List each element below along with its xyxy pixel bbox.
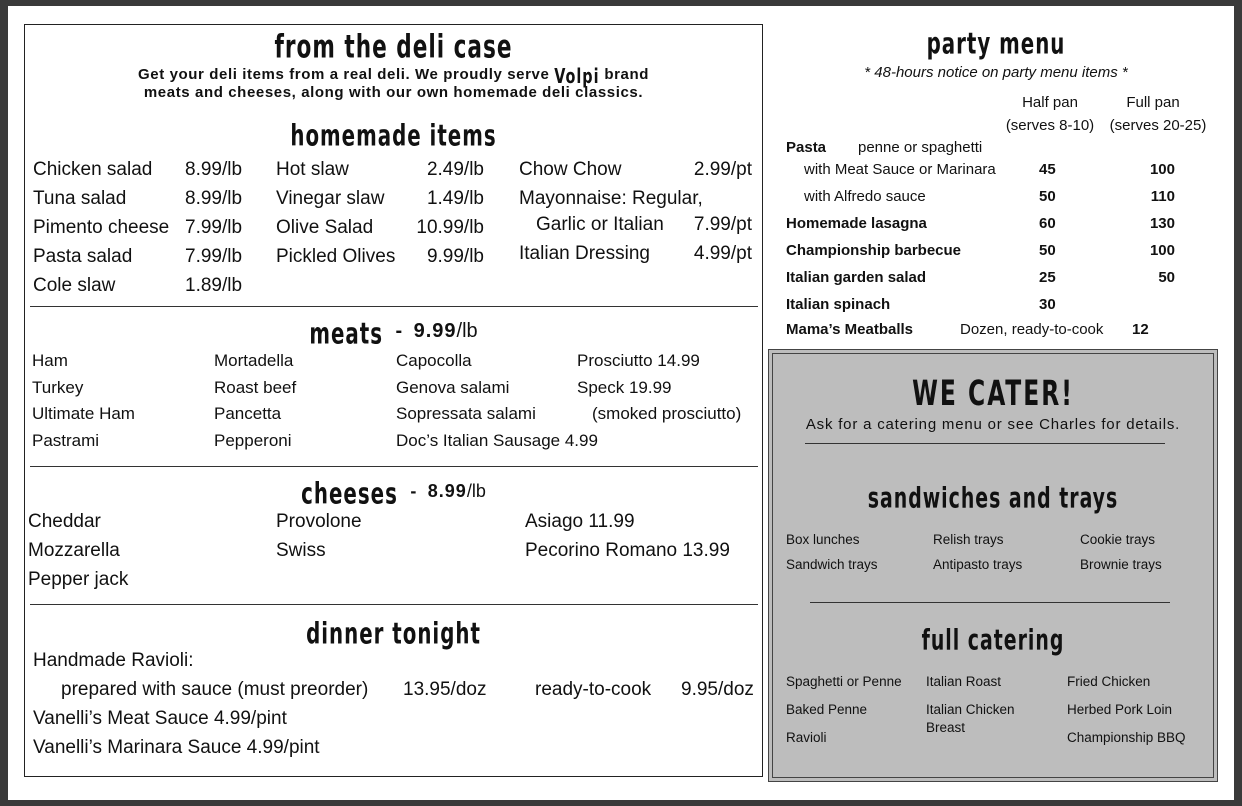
marinara-sauce: Vanelli’s Marinara Sauce 4.99/pint (33, 737, 320, 758)
party-item-half-price: 60 (1039, 215, 1056, 232)
cheese-item: Provolone (276, 511, 362, 532)
catering-item: Baked Penne (786, 702, 868, 717)
homemade-item-name: Vinegar slaw (276, 188, 385, 209)
meat-item: Ham (32, 351, 68, 370)
party-item-full-price: 100 (1149, 161, 1175, 178)
tray-item: Cookie trays (1080, 532, 1156, 547)
party-item-full-price: 110 (1150, 188, 1175, 205)
party-item-half-price: 50 (1039, 188, 1056, 205)
meat-item: Capocolla (396, 351, 472, 370)
cheese-item: Pecorino Romano 13.99 (525, 540, 730, 561)
meat-item: Turkey (32, 377, 84, 397)
cheeses-unit: /lb (466, 481, 486, 501)
party-item-label: Italian garden salad (786, 269, 927, 286)
homemade-item-price: 1.89/lb (185, 275, 243, 296)
tray-item: Antipasto trays (933, 557, 1023, 572)
deli-intro-line2: meats and cheeses, along with our own homemade deli classics. (143, 84, 644, 101)
party-item-half-price: 30 (1039, 296, 1056, 313)
half-pan-head: Half pan (1022, 94, 1078, 111)
meat-item: Doc’s Italian Sausage 4.99 (396, 430, 598, 450)
tray-item: Brownie trays (1080, 557, 1162, 572)
menu-page (8, 6, 1234, 800)
cheeses-title: cheeses (301, 478, 398, 512)
homemade-item-name: Hot slaw (276, 159, 349, 180)
deli-title: from the deli case (274, 28, 513, 66)
deli-intro-line1: Get your deli items from a real deli. We proudly serve Volpi brand (138, 64, 649, 88)
party-item-half-price: 25 (1039, 269, 1056, 286)
half-pan-serves: (serves 8-10) (1005, 117, 1095, 134)
meats-title: meats (309, 318, 383, 352)
catering-item: Championship BBQ (1067, 730, 1186, 745)
mayo-price: 7.99/pt (693, 214, 752, 235)
meatballs-label: Mama’s Meatballs (786, 321, 913, 338)
divider (30, 466, 758, 467)
catering-item: Spaghetti or Penne (786, 674, 902, 689)
catering-item: Fried Chicken (1067, 674, 1151, 689)
volpi-brand: Volpi (554, 64, 600, 88)
full-catering-title: full catering (921, 624, 1065, 657)
chow-chow-name: Chow Chow (519, 159, 622, 180)
homemade-item-price: 10.99/lb (416, 217, 484, 238)
tray-item: Box lunches (786, 532, 860, 547)
party-item-full-price: 130 (1149, 215, 1175, 232)
cheese-item: Mozzarella (28, 540, 120, 561)
catering-item: Breast (926, 720, 966, 735)
homemade-item-price: 7.99/lb (185, 246, 243, 267)
ravioli-label: Handmade Ravioli: (33, 650, 194, 671)
party-item-half-price: 45 (1039, 161, 1056, 178)
homemade-item-name: Pimento cheese (33, 217, 170, 238)
homemade-item-name: Cole slaw (33, 275, 116, 296)
meat-item: Pastrami (32, 430, 100, 450)
mayo-line1: Mayonnaise: Regular, (519, 188, 703, 209)
divider (810, 602, 1170, 603)
meatballs-desc: Dozen, ready-to-cook (960, 321, 1104, 338)
cheeses-dash: - (410, 481, 418, 501)
homemade-item-price: 1.49/lb (426, 188, 484, 209)
homemade-title: homemade items (290, 120, 497, 154)
cater-title: WE CATER! (912, 374, 1074, 415)
party-item-label: Homemade lasagna (786, 215, 927, 232)
homemade-item-price: 2.49/lb (426, 159, 484, 180)
pasta-label: Pasta (786, 139, 827, 156)
meats-price: 9.99 (413, 320, 457, 342)
homemade-item-name: Pickled Olives (276, 246, 396, 267)
catering-item: Herbed Pork Loin (1067, 702, 1173, 717)
tray-item: Relish trays (933, 532, 1004, 547)
ravioli-prepared: prepared with sauce (must preorder) (61, 679, 369, 700)
meat-item: Pepperoni (214, 430, 292, 450)
homemade-item-name: Pasta salad (33, 246, 133, 267)
meat-item: Pancetta (214, 404, 282, 423)
cheese-item: Asiago 11.99 (525, 511, 635, 532)
homemade-item-name: Olive Salad (276, 217, 374, 238)
party-item-label: with Alfredo sauce (804, 188, 926, 205)
party-item-full-price: 100 (1149, 242, 1175, 259)
cheese-item: Pepper jack (28, 569, 129, 590)
cater-subtitle: Ask for a catering menu or see Charles for details. (805, 416, 1181, 433)
meats-dash: - (395, 320, 404, 342)
mayo-line2: Garlic or Italian (536, 214, 664, 235)
cheeses-header (24, 478, 763, 512)
homemade-item-price: 8.99/lb (185, 159, 243, 180)
meat-item: Speck 19.99 (577, 377, 672, 397)
catering-item: Italian Chicken (926, 702, 1015, 717)
divider (805, 443, 1165, 444)
meat-item: Genova salami (396, 377, 510, 397)
meatballs-price: 12 (1132, 321, 1149, 338)
meat-item: Mortadella (214, 351, 294, 370)
party-notice: * 48-hours notice on party menu items * (864, 64, 1128, 81)
homemade-item-price: 9.99/lb (426, 246, 484, 267)
homemade-item-name: Tuna salad (33, 188, 127, 209)
meats-header (24, 318, 763, 352)
divider (30, 604, 758, 605)
catering-item: Italian Roast (926, 674, 1002, 689)
full-pan-head: Full pan (1126, 94, 1180, 111)
homemade-item-price: 8.99/lb (185, 188, 243, 209)
meat-sauce: Vanelli’s Meat Sauce 4.99/pint (33, 708, 287, 729)
divider (30, 306, 758, 307)
party-item-full-price: 50 (1158, 269, 1175, 286)
meat-item: (smoked prosciutto) (592, 404, 742, 423)
meats-unit: /lb (456, 320, 478, 342)
meat-item: Sopressata salami (396, 404, 536, 423)
meat-item: Ultimate Ham (32, 404, 135, 423)
cheese-item: Cheddar (28, 511, 101, 532)
ravioli-prepared-price: 13.95/doz (403, 679, 487, 700)
tray-item: Sandwich trays (786, 557, 878, 572)
catering-item: Ravioli (786, 730, 827, 745)
dressing-price: 4.99/pt (693, 243, 752, 264)
party-item-label: Championship barbecue (786, 242, 962, 259)
party-title: party menu (926, 28, 1066, 62)
full-pan-serves: (serves 20-25) (1109, 117, 1207, 134)
dressing-name: Italian Dressing (519, 243, 650, 264)
homemade-item-price: 7.99/lb (185, 217, 243, 238)
meat-item: Prosciutto 14.99 (577, 351, 700, 370)
party-item-label: Italian spinach (786, 296, 891, 313)
meat-item: Roast beef (214, 377, 297, 397)
chow-chow-price: 2.99/pt (693, 159, 752, 180)
ravioli-ready-price: 9.95/doz (681, 679, 754, 700)
cheese-item: Swiss (276, 540, 326, 561)
party-item-label: with Meat Sauce or Marinara (804, 161, 996, 178)
pasta-desc: penne or spaghetti (858, 139, 983, 156)
sandwiches-title: sandwiches and trays (867, 482, 1119, 515)
party-item-half-price: 50 (1039, 242, 1056, 259)
homemade-item-name: Chicken salad (33, 159, 153, 180)
ravioli-ready: ready-to-cook (535, 679, 652, 700)
cheeses-price: 8.99 (427, 481, 467, 501)
dinner-title: dinner tonight (306, 618, 481, 652)
